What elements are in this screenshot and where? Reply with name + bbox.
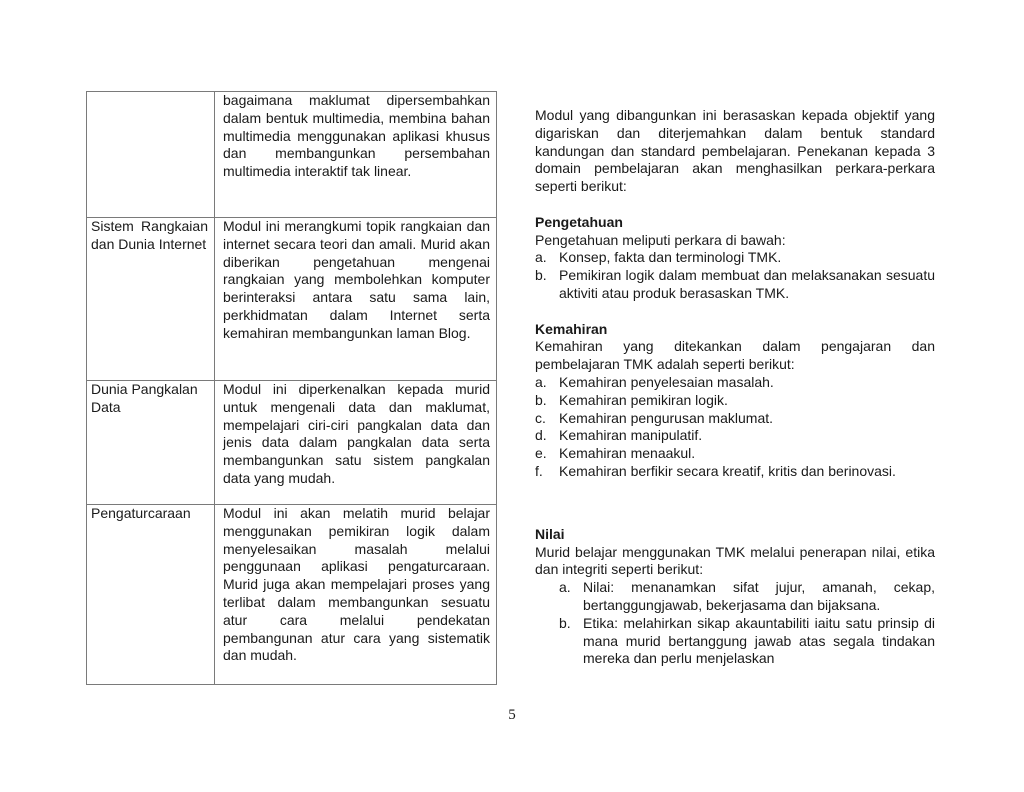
module-table: [86, 91, 497, 685]
list-item-text: Kemahiran manipulatif.: [559, 427, 703, 444]
list-marker: d.: [535, 427, 547, 444]
list-item: [535, 463, 935, 481]
list-marker: e.: [535, 445, 547, 462]
list-item: [535, 374, 935, 392]
intro-paragraph: Modul yang dibangunkan ini berasaskan kepada objektif yang digariskan dan diterjemahkan dalam bentuk standard kandungan dan standard pembelajaran. Penekanan kepada 3 domain pembelajaran akan menghasilkan perkara-perkara seperti berikut:: [535, 107, 935, 195]
table-row: [87, 218, 497, 381]
list-item-text: Kemahiran penyelesaian masalah.: [559, 373, 774, 390]
section-title-nilai: Nilai: [535, 525, 565, 542]
list-item-text: Kemahiran berfikir secara kreatif, kritis dan berinovasi.: [559, 462, 896, 479]
module-name-cell: Sistem Rangkaian dan Dunia Internet: [87, 218, 215, 381]
module-name-cell: Pengaturcaraan: [87, 505, 215, 685]
section-lead-pengetahuan: Pengetahuan meliputi perkara di bawah:: [535, 231, 786, 248]
list-item-text: Kemahiran pengurusan maklumat.: [559, 409, 774, 426]
module-name-text: Dunia Pangkalan Data: [91, 381, 198, 415]
list-item-text: Pemikiran logik dalam membuat dan melaksanakan sesuatu aktiviti atau produk berasaskan TMK.: [559, 267, 935, 301]
list-item-text: Etika: melahirkan sikap akauntabiliti iaitu satu prinsip di mana murid bertanggung jawab atas segala tindakan mereka dan perlu menjelaskan: [583, 614, 935, 667]
list-item: [535, 392, 935, 410]
list-marker: b.: [559, 614, 571, 631]
table-row: [87, 505, 497, 685]
nilai-list: [535, 579, 935, 668]
list-item: [535, 267, 935, 303]
list-item-text: Konsep, fakta dan terminologi TMK.: [559, 249, 782, 266]
module-description-cell: Modul ini diperkenalkan kepada murid untuk mengenali data dan maklumat, mempelajari ciri-ciri pangkalan data dan jenis data dalam pangkalan data serta membangunkan satu sistem pangkalan data yang mudah.: [215, 381, 497, 505]
list-marker: a.: [535, 373, 547, 390]
table-row: [87, 92, 497, 218]
list-item: [535, 445, 935, 463]
section-lead-kemahiran: Kemahiran yang ditekankan dalam pengajaran dan pembelajaran TMK adalah seperti berikut:: [535, 338, 935, 373]
list-item: [535, 249, 935, 267]
section-title-kemahiran: Kemahiran: [535, 320, 608, 337]
list-item: [535, 615, 935, 668]
list-marker: b.: [535, 267, 547, 284]
list-marker: a.: [559, 579, 571, 596]
page-number: 5: [508, 707, 516, 723]
list-marker: a.: [535, 249, 547, 266]
list-marker: c.: [535, 409, 546, 426]
section-lead-nilai: Murid belajar menggunakan TMK melalui penerapan nilai, etika dan integriti seperti berikut:: [535, 543, 935, 578]
module-description-cell: bagaimana maklumat dipersembahkan dalam bentuk multimedia, membina bahan multimedia menggunakan aplikasi khusus dan membangunkan persembahan multimedia interaktif tak linear.: [215, 92, 497, 218]
module-description-cell: Modul ini merangkumi topik rangkaian dan internet secara teori dan amali. Murid akan diberikan pengetahuan mengenai rangkaian yang membolehkan komputer berinteraksi antara satu sama lain, perkhidmatan dalam Internet serta kemahiran membangunkan laman Blog.: [215, 218, 497, 381]
module-name-cell: [87, 92, 215, 218]
pengetahuan-list: [535, 249, 935, 302]
list-item: [535, 427, 935, 445]
list-marker: f.: [535, 462, 543, 479]
module-description-cell: Modul ini akan melatih murid belajar menggunakan pemikiran logik dalam menyelesaikan masalah melalui penggunaan aplikasi pengaturcaraan. Murid juga akan mempelajari proses yang terlibat dalam membangunkan sesuatu atur cara melalui pendekatan pembangunan atur cara yang sistematik dan mudah.: [215, 505, 497, 685]
list-item-text: Kemahiran menaakul.: [559, 445, 696, 462]
list-item: [535, 579, 935, 615]
list-marker: b.: [535, 391, 547, 408]
table-row: [87, 381, 497, 505]
section-title-pengetahuan: Pengetahuan: [535, 213, 623, 230]
module-name-cell: [87, 381, 215, 505]
kemahiran-list: [535, 374, 935, 481]
list-item-text: Kemahiran pemikiran logik.: [559, 391, 728, 408]
right-column: [535, 107, 935, 668]
list-item-text: Nilai: menanamkan sifat jujur, amanah, cekap, bertanggungjawab, bekerjasama dan bijaksana.: [583, 579, 935, 613]
list-item: [535, 410, 935, 428]
